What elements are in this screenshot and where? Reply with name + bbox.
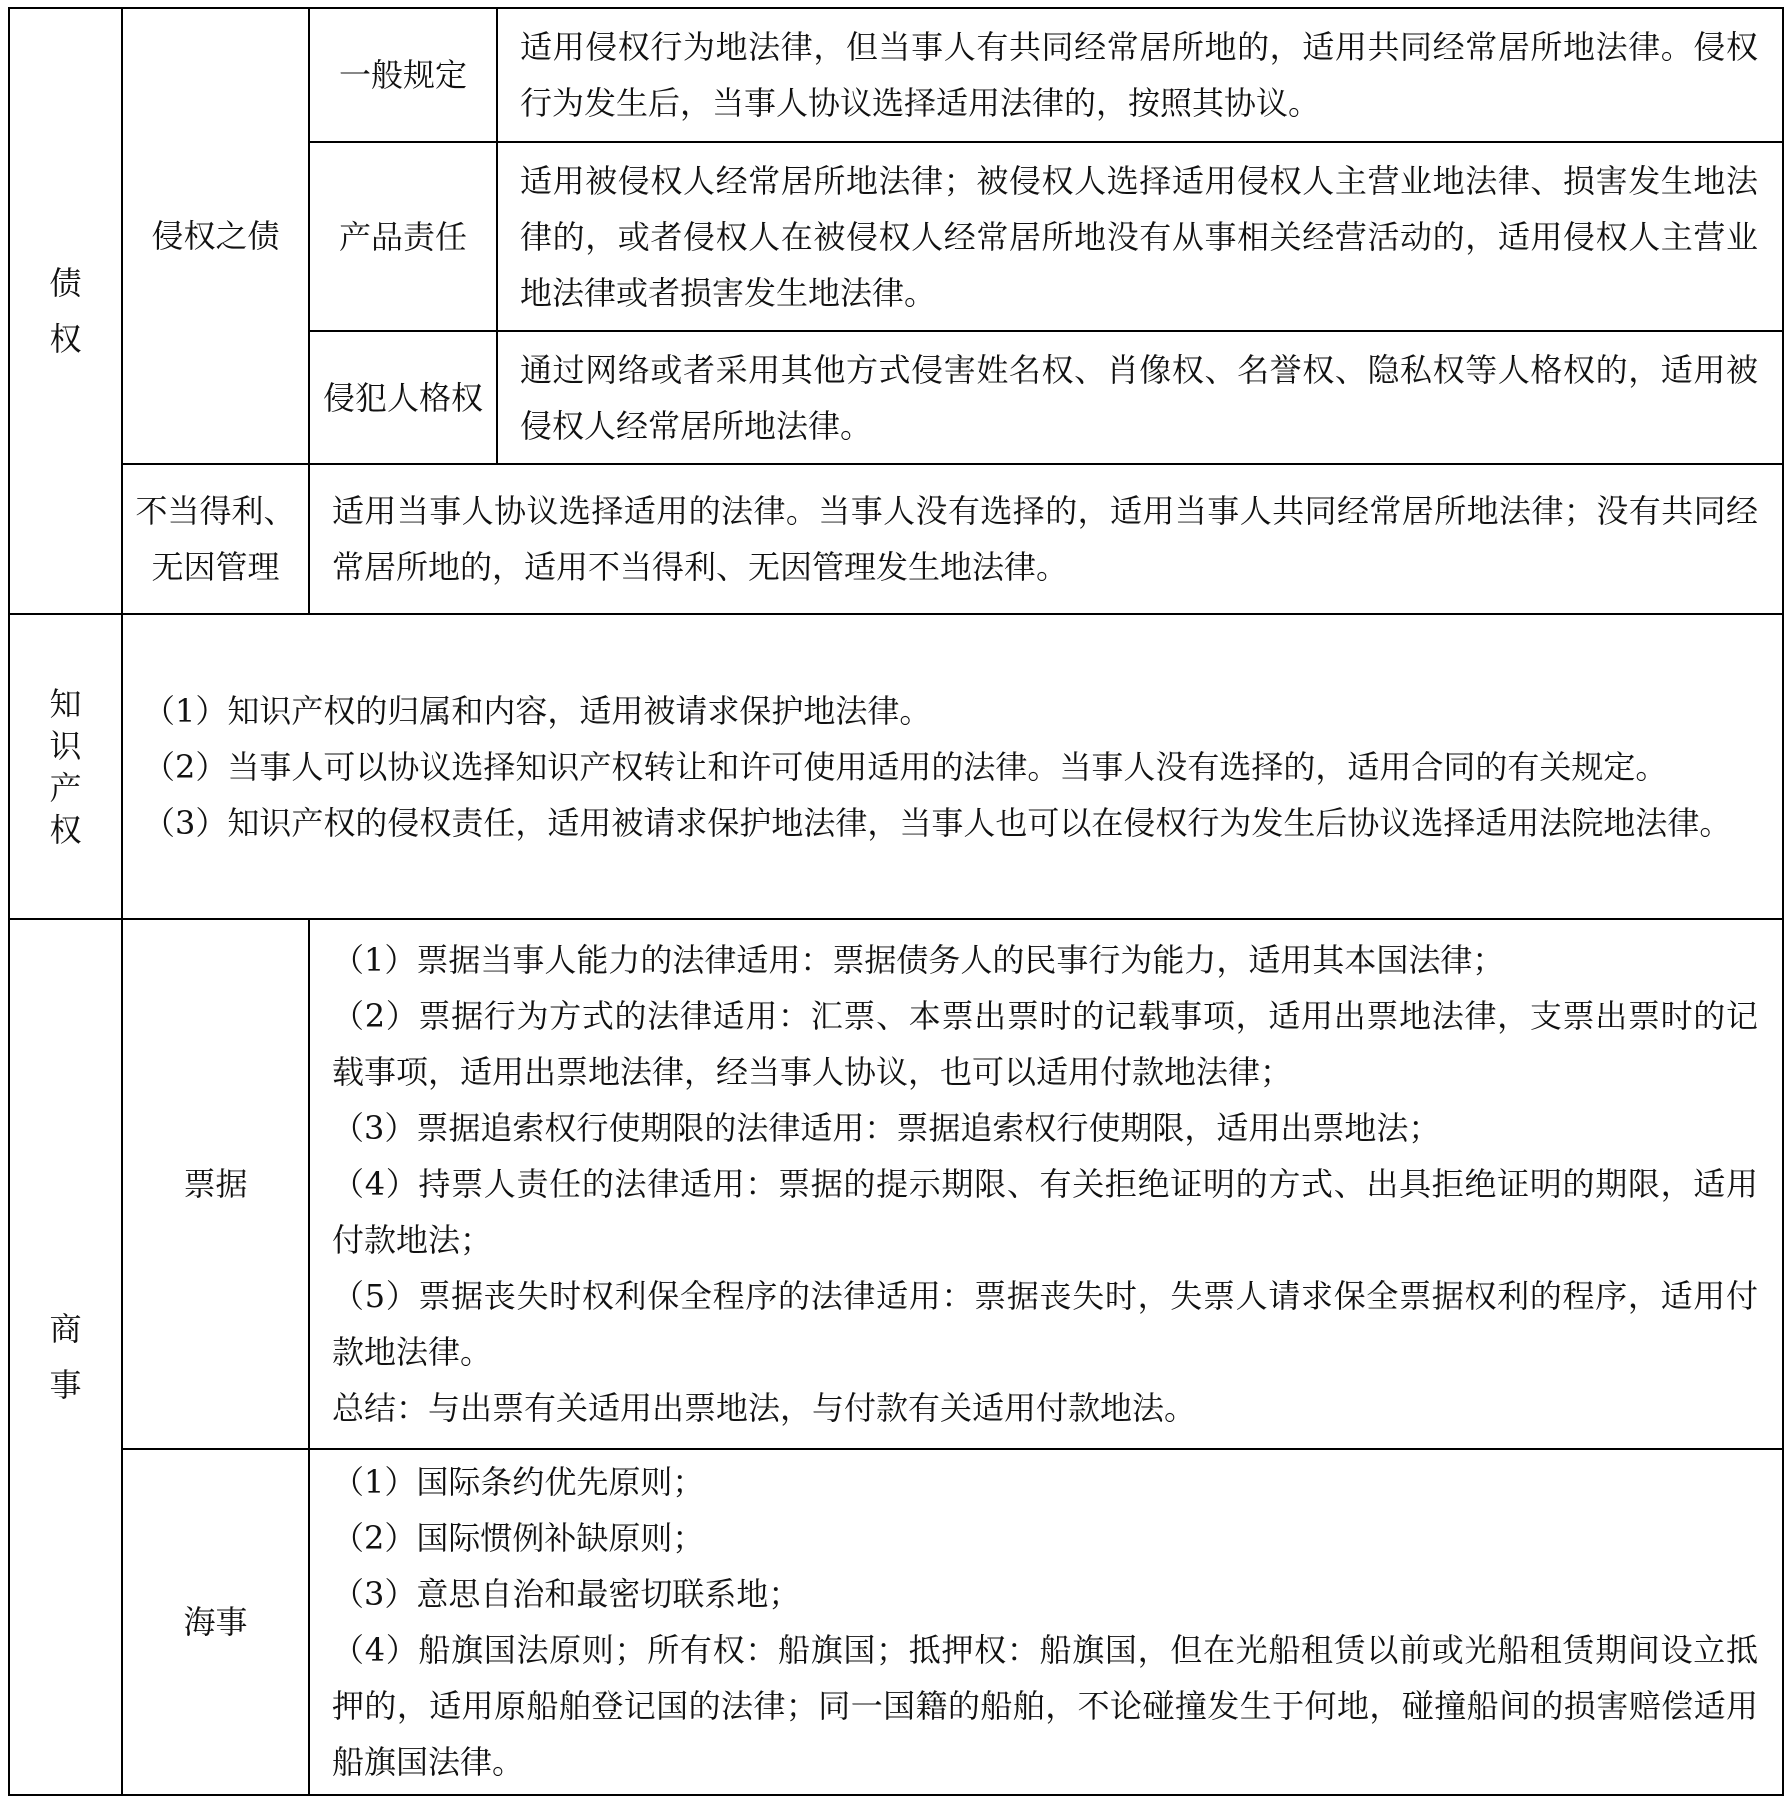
label-line: 无因管理 bbox=[151, 548, 280, 586]
category-char: 债 bbox=[49, 264, 82, 302]
maritime-item: （2）国际惯例补缺原则； bbox=[332, 1519, 705, 1557]
category-debt bbox=[9, 8, 122, 614]
ip-item: （3）知识产权的侵权责任，适用被请求保护地法律，当事人也可以在侵权行为发生后协议选择适用法院地法律。 bbox=[143, 803, 1732, 842]
ip-item: （1）知识产权的归属和内容，适用被请求保护地法律。 bbox=[143, 691, 932, 730]
category-commercial bbox=[9, 919, 122, 1795]
text-unjust-enrichment: 适用当事人协议选择适用的法律。当事人没有选择的，适用当事人共同经常居所地法律；没有共同经常居所地的，适用不当得利、无因管理发生地法律。 bbox=[309, 464, 1783, 614]
category-char: 产 bbox=[49, 768, 82, 807]
text-product-liability: 适用被侵权人经常居所地法律；被侵权人选择适用侵权人主营业地法律、损害发生地法律的，或者侵权人在被侵权人经常居所地没有从事相关经营活动的，适用侵权人主营业地法律或者损害发生地法律。 bbox=[497, 142, 1783, 331]
maritime-item: （3）意思自治和最密切联系地； bbox=[332, 1575, 801, 1613]
text-general-rule: 适用侵权行为地法律，但当事人有共同经常居所地的，适用共同经常居所地法律。侵权行为发生后，当事人协议选择适用法律的，按照其协议。 bbox=[497, 8, 1783, 142]
label-personality-rights: 侵犯人格权 bbox=[309, 331, 497, 464]
category-char: 事 bbox=[49, 1366, 82, 1404]
subcategory-maritime: 海事 bbox=[122, 1449, 309, 1795]
row-tort-general bbox=[9, 8, 1783, 142]
row-bills bbox=[9, 919, 1783, 1449]
bills-summary: 总结：与出票有关适用出票地法，与付款有关适用付款地法。 bbox=[332, 1389, 1197, 1427]
category-char: 知 bbox=[49, 684, 82, 723]
category-ip bbox=[9, 614, 122, 919]
subcategory-unjust-enrichment bbox=[122, 464, 309, 614]
label-general-rule: 一般规定 bbox=[309, 8, 497, 142]
bills-item: （3）票据追索权行使期限的法律适用：票据追索权行使期限，适用出票地法； bbox=[332, 1109, 1441, 1147]
category-char: 权 bbox=[49, 320, 82, 358]
label-line: 不当得利、 bbox=[135, 492, 296, 530]
row-maritime bbox=[9, 1449, 1783, 1795]
bills-item: （5）票据丧失时权利保全程序的法律适用：票据丧失时，失票人请求保全票据权利的程序，适用付款地法律。 bbox=[332, 1277, 1758, 1371]
maritime-item: （4）船旗国法原则；所有权：船旗国；抵押权：船旗国，但在光船租赁以前或光船租赁期间设立抵押的，适用原船舶登记国的法律；同一国籍的船舶，不论碰撞发生于何地，碰撞船间的损害赔偿适用船旗国法律。 bbox=[332, 1631, 1758, 1781]
ip-item: （2）当事人可以协议选择知识产权转让和许可使用适用的法律。当事人没有选择的，适用合同的有关规定。 bbox=[143, 747, 1668, 786]
category-char: 商 bbox=[49, 1310, 82, 1348]
subcategory-bills: 票据 bbox=[122, 919, 309, 1449]
category-char: 识 bbox=[49, 726, 82, 765]
bills-item: （4）持票人责任的法律适用：票据的提示期限、有关拒绝证明的方式、出具拒绝证明的期限，适用付款地法； bbox=[332, 1165, 1758, 1259]
bills-item: （1）票据当事人能力的法律适用：票据债务人的民事行为能力，适用其本国法律； bbox=[332, 941, 1505, 979]
row-intellectual-property bbox=[9, 614, 1783, 919]
law-application-table bbox=[8, 7, 1784, 1796]
subcategory-tort: 侵权之债 bbox=[122, 8, 309, 464]
ip-content bbox=[122, 614, 1783, 919]
maritime-content bbox=[309, 1449, 1783, 1795]
maritime-item: （1）国际条约优先原则； bbox=[332, 1463, 705, 1501]
label-product-liability: 产品责任 bbox=[309, 142, 497, 331]
row-unjust-enrichment bbox=[9, 464, 1783, 614]
bills-item: （2）票据行为方式的法律适用：汇票、本票出票时的记载事项，适用出票地法律，支票出票时的记载事项，适用出票地法律，经当事人协议，也可以适用付款地法律； bbox=[332, 997, 1758, 1091]
text-personality-rights: 通过网络或者采用其他方式侵害姓名权、肖像权、名誉权、隐私权等人格权的，适用被侵权人经常居所地法律。 bbox=[497, 331, 1783, 464]
bills-content bbox=[309, 919, 1783, 1449]
category-char: 权 bbox=[49, 810, 82, 849]
